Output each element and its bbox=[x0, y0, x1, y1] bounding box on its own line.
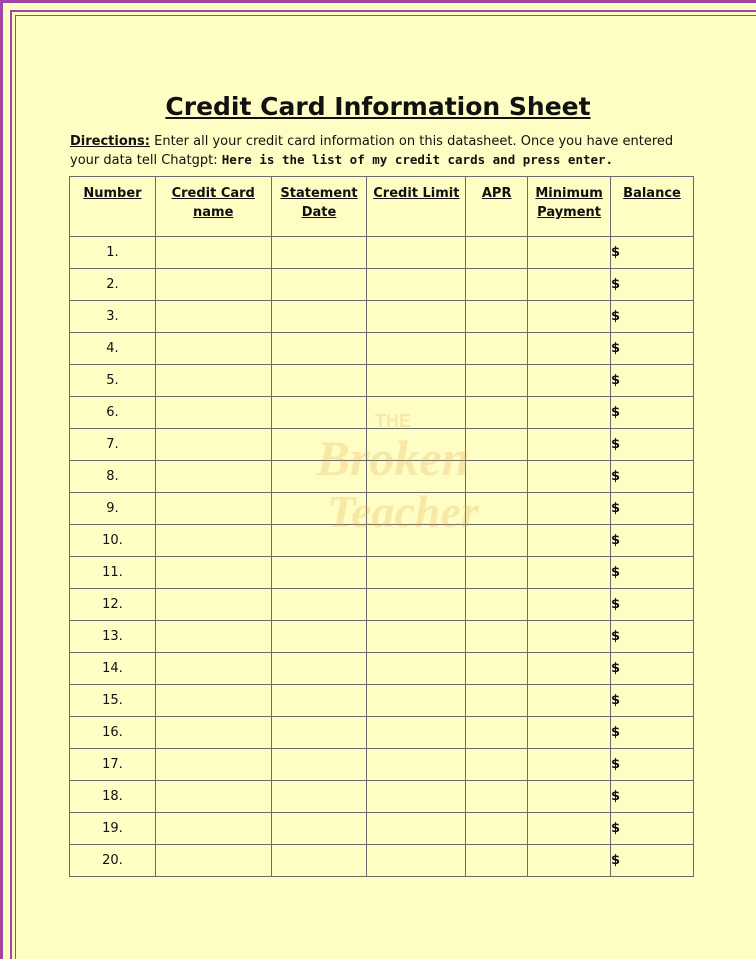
entry-cell[interactable] bbox=[271, 557, 367, 589]
entry-cell[interactable] bbox=[155, 237, 271, 269]
row-number: 1. bbox=[70, 237, 156, 269]
entry-cell[interactable] bbox=[528, 749, 611, 781]
entry-cell[interactable] bbox=[367, 237, 466, 269]
row-number: 20. bbox=[70, 845, 156, 877]
entry-cell[interactable] bbox=[528, 557, 611, 589]
table-row bbox=[70, 237, 694, 269]
entry-cell[interactable] bbox=[271, 397, 367, 429]
entry-cell[interactable] bbox=[466, 301, 528, 333]
entry-cell[interactable] bbox=[271, 269, 367, 301]
entry-cell[interactable] bbox=[367, 429, 466, 461]
entry-cell[interactable] bbox=[466, 781, 528, 813]
entry-cell[interactable] bbox=[466, 621, 528, 653]
entry-cell[interactable] bbox=[155, 461, 271, 493]
row-number: 14. bbox=[70, 653, 156, 685]
column-header bbox=[367, 177, 466, 237]
entry-cell[interactable] bbox=[271, 781, 367, 813]
entry-cell[interactable] bbox=[367, 781, 466, 813]
column-header-line-1: Credit Card bbox=[171, 186, 255, 201]
row-number: 17. bbox=[70, 749, 156, 781]
entry-cell[interactable] bbox=[271, 461, 367, 493]
row-number: 12. bbox=[70, 589, 156, 621]
entry-cell[interactable] bbox=[466, 461, 528, 493]
entry-cell[interactable] bbox=[271, 429, 367, 461]
entry-cell[interactable] bbox=[367, 685, 466, 717]
balance-cell[interactable]: $ bbox=[611, 301, 694, 333]
table-row bbox=[70, 845, 694, 877]
balance-cell[interactable]: $ bbox=[611, 397, 694, 429]
balance-cell[interactable]: $ bbox=[611, 685, 694, 717]
entry-cell[interactable] bbox=[466, 397, 528, 429]
entry-cell[interactable] bbox=[271, 589, 367, 621]
row-number: 18. bbox=[70, 781, 156, 813]
entry-cell[interactable] bbox=[271, 301, 367, 333]
entry-cell[interactable] bbox=[155, 493, 271, 525]
balance-cell[interactable]: $ bbox=[611, 717, 694, 749]
balance-cell[interactable]: $ bbox=[611, 525, 694, 557]
row-number: 5. bbox=[70, 365, 156, 397]
balance-cell[interactable]: $ bbox=[611, 813, 694, 845]
entry-cell[interactable] bbox=[466, 557, 528, 589]
entry-cell[interactable] bbox=[528, 493, 611, 525]
entry-cell[interactable] bbox=[155, 269, 271, 301]
entry-cell[interactable] bbox=[155, 333, 271, 365]
balance-cell[interactable]: $ bbox=[611, 653, 694, 685]
column-header bbox=[528, 177, 611, 237]
balance-cell[interactable]: $ bbox=[611, 781, 694, 813]
entry-cell[interactable] bbox=[466, 685, 528, 717]
column-header-line-2: name bbox=[193, 205, 234, 220]
entry-cell[interactable] bbox=[528, 781, 611, 813]
column-header bbox=[155, 177, 271, 237]
balance-cell[interactable]: $ bbox=[611, 589, 694, 621]
entry-cell[interactable] bbox=[155, 589, 271, 621]
entry-cell[interactable] bbox=[155, 717, 271, 749]
balance-cell[interactable]: $ bbox=[611, 461, 694, 493]
entry-cell[interactable] bbox=[528, 237, 611, 269]
table-row bbox=[70, 621, 694, 653]
entry-cell[interactable] bbox=[155, 397, 271, 429]
entry-cell[interactable] bbox=[466, 429, 528, 461]
entry-cell[interactable] bbox=[528, 621, 611, 653]
entry-cell[interactable] bbox=[155, 749, 271, 781]
entry-cell[interactable] bbox=[466, 333, 528, 365]
watermark-line-3: Teacher bbox=[327, 486, 479, 537]
entry-cell[interactable] bbox=[466, 717, 528, 749]
entry-cell[interactable] bbox=[155, 525, 271, 557]
row-number: 8. bbox=[70, 461, 156, 493]
balance-cell[interactable]: $ bbox=[611, 621, 694, 653]
entry-cell[interactable] bbox=[367, 589, 466, 621]
table-row bbox=[70, 525, 694, 557]
entry-cell[interactable] bbox=[155, 781, 271, 813]
table-row bbox=[70, 653, 694, 685]
balance-cell[interactable]: $ bbox=[611, 237, 694, 269]
balance-cell[interactable]: $ bbox=[611, 269, 694, 301]
table-row bbox=[70, 813, 694, 845]
entry-cell[interactable] bbox=[271, 237, 367, 269]
column-header-line-1: Balance bbox=[623, 186, 681, 201]
entry-cell[interactable] bbox=[155, 365, 271, 397]
column-header-line-1: Credit Limit bbox=[373, 186, 460, 201]
entry-cell[interactable] bbox=[528, 397, 611, 429]
entry-cell[interactable] bbox=[271, 749, 367, 781]
entry-cell[interactable] bbox=[271, 717, 367, 749]
entry-cell[interactable] bbox=[528, 653, 611, 685]
entry-cell[interactable] bbox=[528, 717, 611, 749]
balance-cell[interactable]: $ bbox=[611, 493, 694, 525]
balance-cell[interactable]: $ bbox=[611, 557, 694, 589]
entry-cell[interactable] bbox=[367, 845, 466, 877]
balance-cell[interactable]: $ bbox=[611, 845, 694, 877]
directions bbox=[70, 133, 700, 170]
entry-cell[interactable] bbox=[528, 269, 611, 301]
entry-cell[interactable] bbox=[367, 621, 466, 653]
directions-text: Enter all your credit card information on this datasheet. Once you have entered your data tell Chatgpt: bbox=[70, 134, 674, 168]
entry-cell[interactable] bbox=[367, 365, 466, 397]
entry-cell[interactable] bbox=[466, 813, 528, 845]
entry-cell[interactable] bbox=[155, 653, 271, 685]
entry-cell[interactable] bbox=[466, 589, 528, 621]
column-header-line-1: APR bbox=[481, 186, 512, 201]
entry-cell[interactable] bbox=[466, 749, 528, 781]
column-header-line-1: Statement bbox=[280, 186, 358, 201]
entry-cell[interactable] bbox=[528, 589, 611, 621]
entry-cell[interactable] bbox=[367, 333, 466, 365]
column-header-line-2: Payment bbox=[537, 205, 601, 220]
column-header bbox=[611, 177, 694, 237]
entry-cell[interactable] bbox=[466, 653, 528, 685]
row-number: 16. bbox=[70, 717, 156, 749]
balance-cell[interactable]: $ bbox=[611, 749, 694, 781]
table-row bbox=[70, 717, 694, 749]
watermark-line-2: Broken bbox=[316, 430, 470, 486]
entry-cell[interactable] bbox=[271, 525, 367, 557]
entry-cell[interactable] bbox=[367, 717, 466, 749]
directions-label: Directions: bbox=[70, 134, 150, 149]
column-header bbox=[466, 177, 528, 237]
column-header-line-2: Date bbox=[301, 205, 337, 220]
row-number: 4. bbox=[70, 333, 156, 365]
credit-card-table bbox=[69, 176, 694, 877]
entry-cell[interactable] bbox=[528, 525, 611, 557]
entry-cell[interactable] bbox=[155, 685, 271, 717]
table-row bbox=[70, 301, 694, 333]
entry-cell[interactable] bbox=[155, 557, 271, 589]
table-row bbox=[70, 589, 694, 621]
balance-cell[interactable]: $ bbox=[611, 333, 694, 365]
row-number: 3. bbox=[70, 301, 156, 333]
entry-cell[interactable] bbox=[155, 813, 271, 845]
balance-cell[interactable]: $ bbox=[611, 365, 694, 397]
entry-cell[interactable] bbox=[466, 269, 528, 301]
entry-cell[interactable] bbox=[367, 397, 466, 429]
page-title: Credit Card Information Sheet bbox=[165, 92, 591, 121]
row-number: 15. bbox=[70, 685, 156, 717]
table-body bbox=[70, 237, 694, 877]
balance-cell[interactable]: $ bbox=[611, 429, 694, 461]
row-number: 9. bbox=[70, 493, 156, 525]
entry-cell[interactable] bbox=[367, 269, 466, 301]
table-row bbox=[70, 333, 694, 365]
entry-cell[interactable] bbox=[271, 493, 367, 525]
row-number: 13. bbox=[70, 621, 156, 653]
entry-cell[interactable] bbox=[271, 333, 367, 365]
entry-cell[interactable] bbox=[367, 813, 466, 845]
table-row bbox=[70, 269, 694, 301]
entry-cell[interactable] bbox=[367, 525, 466, 557]
entry-cell[interactable] bbox=[155, 301, 271, 333]
entry-cell[interactable] bbox=[155, 845, 271, 877]
entry-cell[interactable] bbox=[466, 237, 528, 269]
entry-cell[interactable] bbox=[271, 621, 367, 653]
entry-cell[interactable] bbox=[528, 461, 611, 493]
table-row bbox=[70, 365, 694, 397]
column-header bbox=[271, 177, 367, 237]
directions-command: Here is the list of my credit cards and press enter. bbox=[221, 152, 614, 167]
column-header-line-1: Minimum bbox=[535, 186, 603, 201]
entry-cell[interactable] bbox=[367, 301, 466, 333]
entry-cell[interactable] bbox=[367, 557, 466, 589]
table-row bbox=[70, 749, 694, 781]
entry-cell[interactable] bbox=[367, 653, 466, 685]
row-number: 7. bbox=[70, 429, 156, 461]
table-row bbox=[70, 493, 694, 525]
table-row bbox=[70, 685, 694, 717]
entry-cell[interactable] bbox=[528, 685, 611, 717]
table-row bbox=[70, 429, 694, 461]
entry-cell[interactable] bbox=[528, 813, 611, 845]
entry-cell[interactable] bbox=[367, 461, 466, 493]
entry-cell[interactable] bbox=[528, 333, 611, 365]
entry-cell[interactable] bbox=[466, 365, 528, 397]
row-number: 11. bbox=[70, 557, 156, 589]
entry-cell[interactable] bbox=[528, 429, 611, 461]
entry-cell[interactable] bbox=[528, 845, 611, 877]
row-number: 6. bbox=[70, 397, 156, 429]
table-row bbox=[70, 557, 694, 589]
entry-cell[interactable] bbox=[271, 365, 367, 397]
entry-cell[interactable] bbox=[271, 685, 367, 717]
entry-cell[interactable] bbox=[528, 365, 611, 397]
entry-cell[interactable] bbox=[155, 621, 271, 653]
entry-cell[interactable] bbox=[271, 653, 367, 685]
watermark-line-1: THE bbox=[375, 411, 411, 431]
entry-cell[interactable] bbox=[271, 813, 367, 845]
row-number: 19. bbox=[70, 813, 156, 845]
entry-cell[interactable] bbox=[155, 429, 271, 461]
table-row bbox=[70, 781, 694, 813]
column-header bbox=[70, 177, 156, 237]
row-number: 10. bbox=[70, 525, 156, 557]
entry-cell[interactable] bbox=[367, 493, 466, 525]
table-header-row bbox=[70, 177, 694, 237]
entry-cell[interactable] bbox=[466, 845, 528, 877]
row-number: 2. bbox=[70, 269, 156, 301]
entry-cell[interactable] bbox=[466, 493, 528, 525]
table-row bbox=[70, 461, 694, 493]
table-row bbox=[70, 397, 694, 429]
entry-cell[interactable] bbox=[367, 749, 466, 781]
entry-cell[interactable] bbox=[271, 845, 367, 877]
column-header-line-1: Number bbox=[83, 186, 142, 201]
entry-cell[interactable] bbox=[528, 301, 611, 333]
entry-cell[interactable] bbox=[466, 525, 528, 557]
